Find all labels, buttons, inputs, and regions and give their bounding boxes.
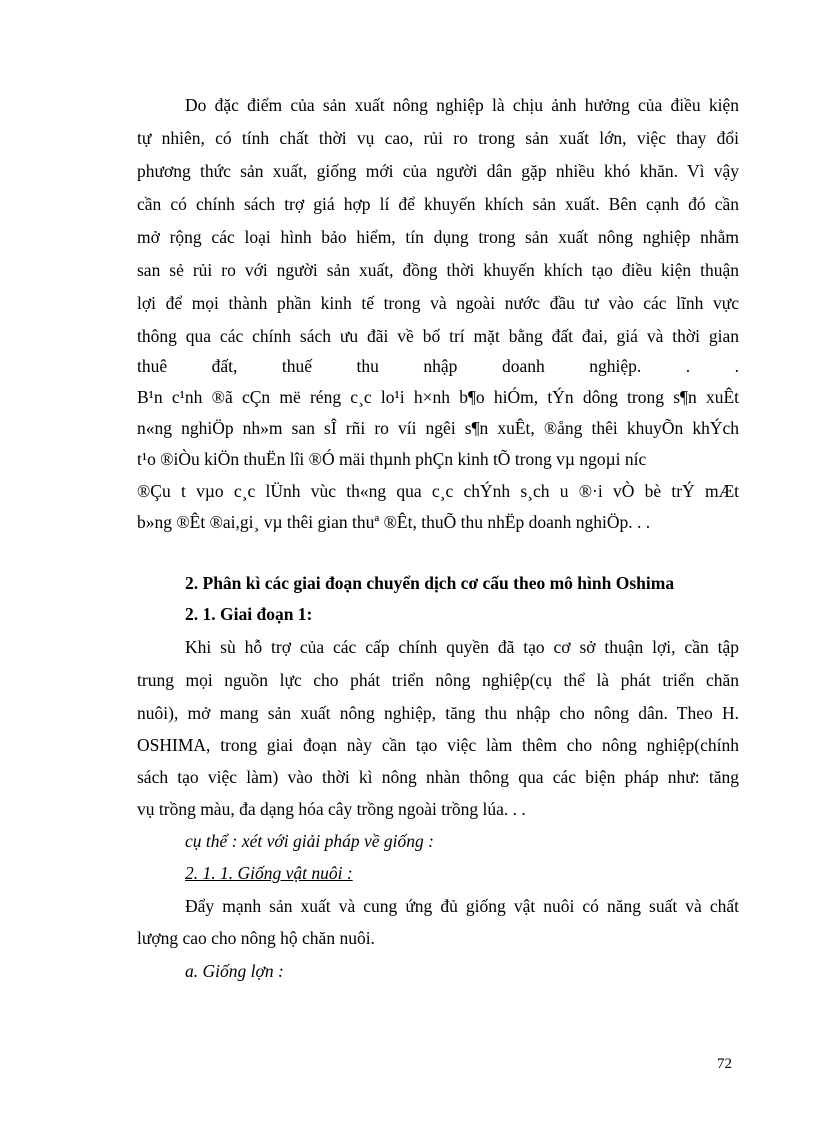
garbled-line: ®Çu t vµo c¸c lÜnh vùc th«ng qua c¸c chÝnh s¸ch u ®·i vÒ bè trÝ mÆt	[137, 481, 739, 501]
subsection-heading: 2. 1. Giai đoạn 1:	[185, 604, 313, 624]
paragraph-line: mở rộng các loại hình bảo hiểm, tín dụng trong sản xuất nông nghiệp nhằm	[137, 227, 739, 247]
paragraph-line: Khi sù hỗ trợ của các cấp chính quyền đã tạo cơ sở thuận lợi, cần tập	[185, 637, 739, 657]
section-heading: 2. Phân kì các giai đoạn chuyển dịch cơ cấu theo mô hình Oshima	[185, 573, 675, 593]
garbled-line: b»ng ®Êt ®ai,gi¸ vµ thêi gian thuª ®Êt, thuÕ thu nhËp doanh nghiÖp. . .	[137, 512, 651, 532]
paragraph-line: trung mọi nguồn lực cho phát triển nông nghiệp(cụ thể là phát triển chăn	[137, 670, 739, 690]
paragraph-line: thuê đất, thuế thu nhập doanh nghiệp. . .	[137, 356, 739, 376]
paragraph-line: sách tạo việc làm) vào thời kì nông nhàn thông qua các biện pháp như: tăng	[137, 767, 739, 787]
list-item-heading: a. Giống lợn :	[185, 961, 284, 981]
paragraph-line: cần có chính sách trợ giá hợp lí để khuyến khích sản xuất. Bên cạnh đó cần	[137, 194, 739, 214]
paragraph-line: phương thức sản xuất, giống mới của người dân gặp nhiều khó khăn. Vì vậy	[137, 161, 739, 181]
paragraph-line: san sẻ rủi ro với người sản xuất, đồng thời khuyến khích tạo điều kiện thuận	[137, 260, 739, 280]
paragraph-line: vụ trồng màu, đa dạng hóa cây trồng ngoài trồng lúa. . .	[137, 799, 526, 819]
garbled-line: B¹n c¹nh ®ã cÇn më réng c¸c lo¹i h×nh b¶o hiÓm, tÝn dông trong s¶n xuÊt	[137, 387, 739, 407]
subsubsection-heading: 2. 1. 1. Giống vật nuôi :	[185, 863, 353, 883]
paragraph-line: lượng cao cho nông hộ chăn nuôi.	[137, 928, 375, 948]
paragraph-line: Đẩy mạnh sản xuất và cung ứng đủ giống vật nuôi có năng suất và chất	[185, 896, 739, 916]
paragraph-line: lợi để mọi thành phần kinh tế trong và ngoài nước đầu tư vào các lĩnh vực	[137, 293, 739, 313]
paragraph-line: OSHIMA, trong giai đoạn này cần tạo việc làm thêm cho nông nghiệp(chính	[137, 735, 739, 755]
subsubsection-heading-row	[185, 857, 739, 890]
italic-note: cụ thể : xét với giải pháp về giống :	[185, 831, 434, 851]
paragraph-line: nuôi), mở mang sản xuất nông nghiệp, tăng thu nhập cho nông dân. Theo H.	[137, 703, 739, 723]
garbled-line: n«ng nghiÖp nh»m san sÎ rñi ro víi ngêi s¶n xuÊt, ®ång thêi khuyÕn khÝch	[137, 418, 739, 438]
page-number: 72	[717, 1056, 732, 1072]
paragraph-line: Do đặc điểm của sản xuất nông nghiệp là chịu ảnh hưởng của điều kiện	[185, 95, 739, 115]
garbled-line: t¹o ®iÒu kiÖn thuËn lîi ®Ó mäi thµnh phÇn kinh tÕ trong vµ ngoµi níc	[137, 449, 647, 469]
paragraph-line: thông qua các chính sách ưu đãi về bố trí mặt bằng đất đai, giá và thời gian	[137, 326, 739, 346]
paragraph-line: tự nhiên, có tính chất thời vụ cao, rủi ro trong sản xuất lớn, việc thay đổi	[137, 128, 739, 148]
